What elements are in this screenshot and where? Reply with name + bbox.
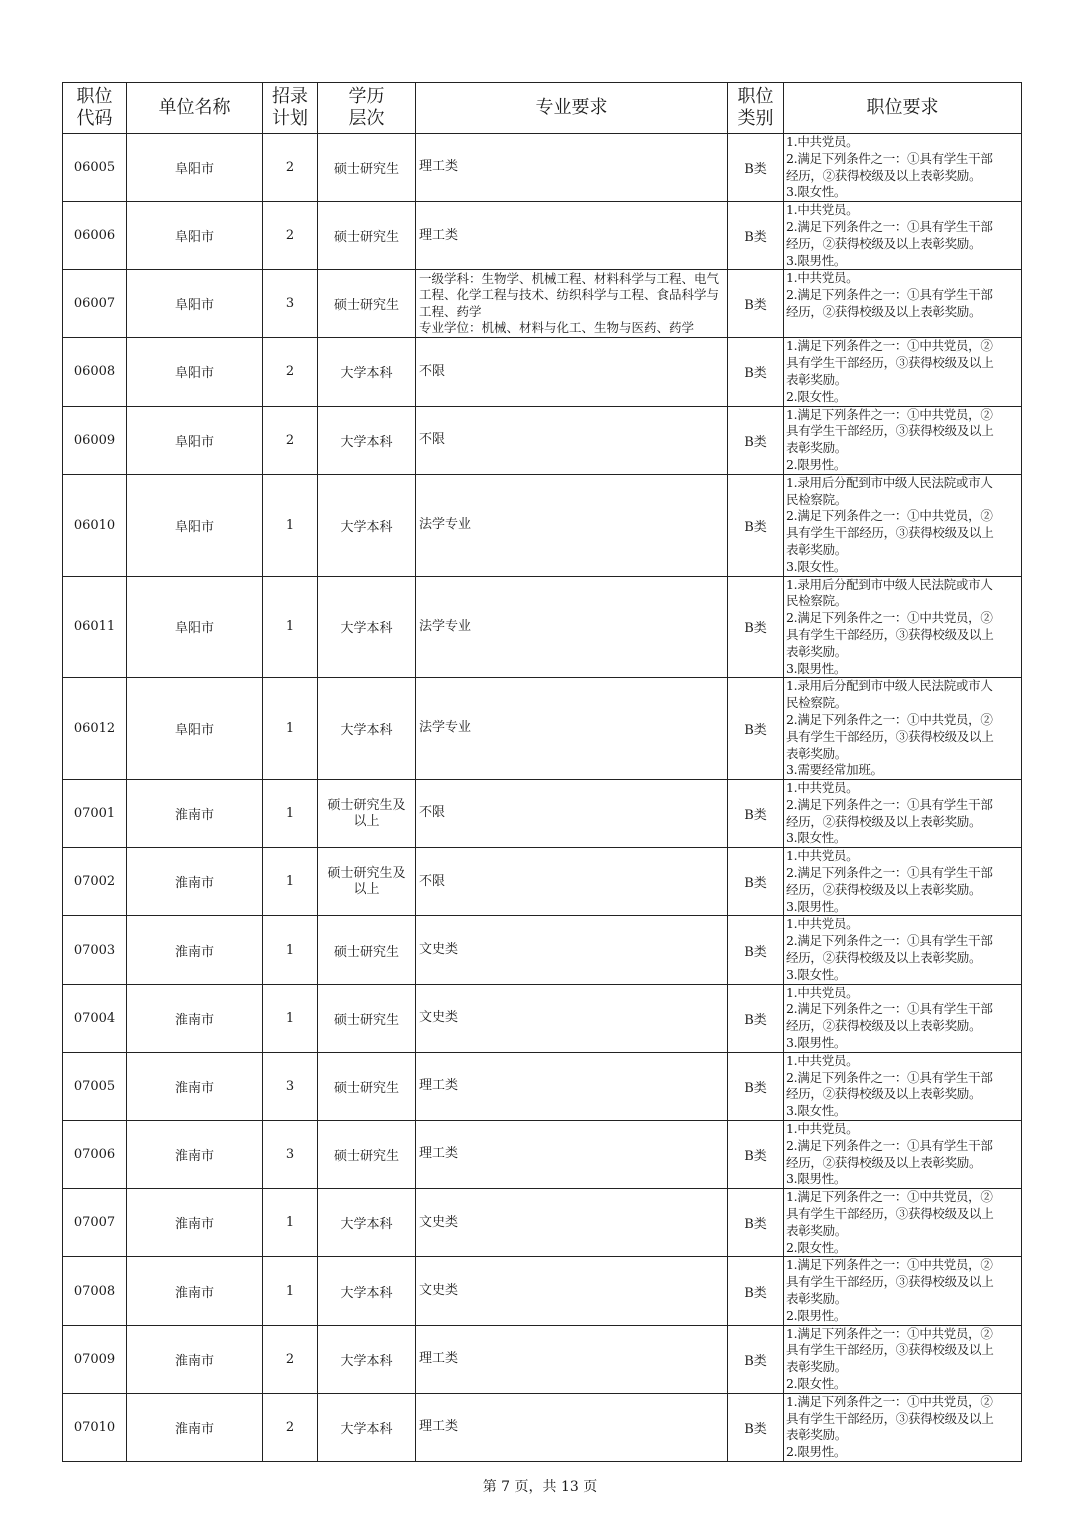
- cell-type: B类: [728, 338, 784, 406]
- header-unit: 单位名称: [127, 83, 263, 134]
- req-line: 表彰奖励。: [786, 745, 848, 761]
- req-line: 具有学生干部经历，③获得校级及以上: [786, 423, 994, 439]
- cell-major: 理工类: [416, 134, 728, 202]
- table-body: [63, 134, 1022, 1462]
- table-row: [63, 576, 1022, 678]
- cell-unit: 淮南市: [127, 1325, 263, 1393]
- cell-edu: 硕士研究生及以上: [318, 780, 416, 848]
- req-line: 经历，②获得校级及以上表彰奖励。: [786, 235, 982, 251]
- cell-type: B类: [728, 678, 784, 780]
- req-line: 1.中共党员。: [786, 202, 859, 218]
- cell-unit: 阜阳市: [127, 134, 263, 202]
- cell-req: [784, 984, 1022, 1052]
- req-line: 1.中共党员。: [786, 270, 859, 286]
- cell-type: B类: [728, 848, 784, 916]
- cell-major: 法学专业: [416, 474, 728, 576]
- req-line: 3.限男性。: [786, 252, 847, 268]
- req-line: 3.限女性。: [786, 1103, 847, 1119]
- cell-plan: 2: [263, 134, 318, 202]
- cell-req: [784, 576, 1022, 678]
- cell-unit: 淮南市: [127, 848, 263, 916]
- table-row: [63, 474, 1022, 576]
- cell-edu: 硕士研究生: [318, 1052, 416, 1120]
- cell-req: [784, 1121, 1022, 1189]
- cell-major: 理工类: [416, 1325, 728, 1393]
- page-footer: 第 7 页，共 13 页: [482, 1479, 598, 1495]
- cell-type: B类: [728, 202, 784, 270]
- req-line: 民检察院。: [786, 491, 848, 507]
- req-line: 经历，②获得校级及以上表彰奖励。: [786, 813, 982, 829]
- cell-type: B类: [728, 270, 784, 338]
- req-line: 1.满足下列条件之一：①中共党员，②: [786, 1257, 993, 1273]
- req-line: 1.中共党员。: [786, 848, 859, 864]
- cell-plan: 2: [263, 338, 318, 406]
- cell-code: 06011: [63, 576, 127, 678]
- table-row: [63, 270, 1022, 338]
- cell-req: [784, 1052, 1022, 1120]
- cell-code: 07004: [63, 984, 127, 1052]
- cell-major: 理工类: [416, 1052, 728, 1120]
- table-row: [63, 984, 1022, 1052]
- cell-plan: 2: [263, 1393, 318, 1461]
- cell-unit: 阜阳市: [127, 474, 263, 576]
- req-line: 具有学生干部经历，③获得校级及以上: [786, 728, 994, 744]
- cell-edu: 大学本科: [318, 1189, 416, 1257]
- req-line: 经历，②获得校级及以上表彰奖励。: [786, 881, 982, 897]
- req-line: 经历，②获得校级及以上表彰奖励。: [786, 167, 982, 183]
- req-line: 经历，②获得校级及以上表彰奖励。: [786, 1154, 982, 1170]
- cell-type: B类: [728, 1052, 784, 1120]
- cell-code: 06007: [63, 270, 127, 338]
- cell-req: [784, 134, 1022, 202]
- cell-code: 07010: [63, 1393, 127, 1461]
- req-line: 2.满足下列条件之一：①具有学生干部: [786, 1137, 993, 1153]
- cell-req: [784, 202, 1022, 270]
- req-line: 1.录用后分配到市中级人民法院或市人: [786, 678, 993, 694]
- cell-plan: 1: [263, 916, 318, 984]
- cell-edu: 大学本科: [318, 474, 416, 576]
- req-line: 2.满足下列条件之一：①具有学生干部: [786, 1069, 993, 1085]
- cell-req: [784, 678, 1022, 780]
- table-row: [63, 1393, 1022, 1461]
- header-plan: 招录 计划: [263, 83, 318, 134]
- table-row: [63, 134, 1022, 202]
- cell-major: 不限: [416, 780, 728, 848]
- cell-req: [784, 1189, 1022, 1257]
- req-line: 经历，②获得校级及以上表彰奖励。: [786, 303, 982, 319]
- req-line: 民检察院。: [786, 593, 848, 609]
- req-line: 3.限女性。: [786, 184, 847, 200]
- req-line: 经历，②获得校级及以上表彰奖励。: [786, 950, 982, 966]
- cell-unit: 阜阳市: [127, 202, 263, 270]
- cell-unit: 淮南市: [127, 1189, 263, 1257]
- cell-major: 一级学科：生物学、机械工程、材料科学与工程、电气工程、化学工程与技术、纺织科学与工程、食品科学与工程、药学 专业学位：机械、材料与化工、生物与医药、药学: [416, 270, 728, 338]
- req-line: 1.中共党员。: [786, 1121, 859, 1137]
- req-line: 表彰奖励。: [786, 1427, 848, 1443]
- table-row: [63, 202, 1022, 270]
- cell-type: B类: [728, 1121, 784, 1189]
- cell-code: 06012: [63, 678, 127, 780]
- req-line: 2.满足下列条件之一：①具有学生干部: [786, 1001, 993, 1017]
- cell-req: [784, 270, 1022, 338]
- cell-code: 07005: [63, 1052, 127, 1120]
- cell-req: [784, 780, 1022, 848]
- cell-edu: 硕士研究生: [318, 270, 416, 338]
- cell-major: 不限: [416, 406, 728, 474]
- cell-unit: 阜阳市: [127, 270, 263, 338]
- cell-type: B类: [728, 406, 784, 474]
- cell-req: [784, 916, 1022, 984]
- cell-major: 文史类: [416, 984, 728, 1052]
- cell-unit: 淮南市: [127, 780, 263, 848]
- cell-major: 理工类: [416, 1393, 728, 1461]
- req-line: 经历，②获得校级及以上表彰奖励。: [786, 1086, 982, 1102]
- req-line: 3.需要经常加班。: [786, 762, 883, 778]
- cell-type: B类: [728, 134, 784, 202]
- positions-table: [62, 82, 1022, 1462]
- cell-edu: 大学本科: [318, 1393, 416, 1461]
- req-line: 2.满足下列条件之一：①具有学生干部: [786, 287, 993, 303]
- req-line: 1.录用后分配到市中级人民法院或市人: [786, 576, 993, 592]
- cell-plan: 3: [263, 1052, 318, 1120]
- req-line: 具有学生干部经历，③获得校级及以上: [786, 1206, 994, 1222]
- req-line: 具有学生干部经历，③获得校级及以上: [786, 1274, 994, 1290]
- cell-unit: 淮南市: [127, 1052, 263, 1120]
- req-line: 1.满足下列条件之一：①中共党员，②: [786, 406, 993, 422]
- cell-edu: 硕士研究生: [318, 134, 416, 202]
- req-line: 具有学生干部经历，③获得校级及以上: [786, 525, 994, 541]
- cell-req: [784, 338, 1022, 406]
- cell-code: 07007: [63, 1189, 127, 1257]
- cell-type: B类: [728, 1257, 784, 1325]
- req-line: 3.限男性。: [786, 898, 847, 914]
- table-row: [63, 678, 1022, 780]
- cell-type: B类: [728, 1393, 784, 1461]
- cell-edu: 大学本科: [318, 576, 416, 678]
- table-row: [63, 848, 1022, 916]
- cell-edu: 大学本科: [318, 678, 416, 780]
- cell-type: B类: [728, 984, 784, 1052]
- cell-req: [784, 1325, 1022, 1393]
- cell-major: 不限: [416, 338, 728, 406]
- cell-plan: 1: [263, 474, 318, 576]
- cell-req: [784, 1257, 1022, 1325]
- req-line: 2.限男性。: [786, 456, 847, 472]
- cell-code: 06005: [63, 134, 127, 202]
- cell-code: 06009: [63, 406, 127, 474]
- cell-req: [784, 1393, 1022, 1461]
- cell-unit: 淮南市: [127, 1121, 263, 1189]
- cell-unit: 淮南市: [127, 984, 263, 1052]
- cell-code: 07009: [63, 1325, 127, 1393]
- cell-unit: 阜阳市: [127, 576, 263, 678]
- cell-type: B类: [728, 916, 784, 984]
- req-line: 3.限女性。: [786, 966, 847, 982]
- req-line: 表彰奖励。: [786, 1359, 848, 1375]
- req-line: 1.满足下列条件之一：①中共党员，②: [786, 1189, 993, 1205]
- cell-edu: 大学本科: [318, 1257, 416, 1325]
- req-line: 1.中共党员。: [786, 984, 859, 1000]
- cell-code: 07003: [63, 916, 127, 984]
- req-line: 具有学生干部经历，③获得校级及以上: [786, 1410, 994, 1426]
- req-line: 3.限女性。: [786, 558, 847, 574]
- cell-unit: 阜阳市: [127, 678, 263, 780]
- req-line: 2.限男性。: [786, 1444, 847, 1460]
- cell-major: 理工类: [416, 1121, 728, 1189]
- req-line: 表彰奖励。: [786, 541, 848, 557]
- cell-code: 07008: [63, 1257, 127, 1325]
- table-row: [63, 1257, 1022, 1325]
- req-line: 1.中共党员。: [786, 916, 859, 932]
- cell-code: 06010: [63, 474, 127, 576]
- cell-plan: 1: [263, 1257, 318, 1325]
- cell-plan: 1: [263, 780, 318, 848]
- req-line: 经历，②获得校级及以上表彰奖励。: [786, 1018, 982, 1034]
- req-line: 2.满足下列条件之一：①中共党员，②: [786, 610, 993, 626]
- cell-edu: 大学本科: [318, 338, 416, 406]
- cell-major: 文史类: [416, 1189, 728, 1257]
- table-row: [63, 1121, 1022, 1189]
- req-line: 2.限女性。: [786, 1375, 847, 1391]
- req-line: 表彰奖励。: [786, 643, 848, 659]
- req-line: 1.满足下列条件之一：①中共党员，②: [786, 1325, 993, 1341]
- table-row: [63, 1052, 1022, 1120]
- req-line: 2.满足下列条件之一：①具有学生干部: [786, 865, 993, 881]
- cell-major: 不限: [416, 848, 728, 916]
- cell-edu: 大学本科: [318, 1325, 416, 1393]
- table-row: [63, 780, 1022, 848]
- cell-req: [784, 848, 1022, 916]
- cell-plan: 2: [263, 1325, 318, 1393]
- req-line: 2.满足下列条件之一：①中共党员，②: [786, 711, 993, 727]
- req-line: 民检察院。: [786, 695, 848, 711]
- table-row: [63, 916, 1022, 984]
- cell-edu: 硕士研究生及以上: [318, 848, 416, 916]
- cell-type: B类: [728, 474, 784, 576]
- cell-edu: 硕士研究生: [318, 984, 416, 1052]
- header-req: 职位要求: [784, 83, 1022, 134]
- cell-major: 文史类: [416, 1257, 728, 1325]
- req-line: 3.限男性。: [786, 660, 847, 676]
- cell-unit: 阜阳市: [127, 338, 263, 406]
- cell-major: 法学专业: [416, 678, 728, 780]
- req-line: 3.限男性。: [786, 1171, 847, 1187]
- req-line: 表彰奖励。: [786, 440, 848, 456]
- cell-type: B类: [728, 780, 784, 848]
- cell-plan: 1: [263, 848, 318, 916]
- cell-plan: 1: [263, 984, 318, 1052]
- cell-edu: 硕士研究生: [318, 916, 416, 984]
- cell-edu: 硕士研究生: [318, 1121, 416, 1189]
- header-major: 专业要求: [416, 83, 728, 134]
- req-line: 3.限男性。: [786, 1035, 847, 1051]
- cell-unit: 淮南市: [127, 916, 263, 984]
- req-line: 2.满足下列条件之一：①具有学生干部: [786, 796, 993, 812]
- req-line: 具有学生干部经历，③获得校级及以上: [786, 626, 994, 642]
- cell-major: 文史类: [416, 916, 728, 984]
- req-line: 1.录用后分配到市中级人民法院或市人: [786, 474, 993, 490]
- cell-edu: 硕士研究生: [318, 202, 416, 270]
- cell-plan: 1: [263, 576, 318, 678]
- req-line: 2.满足下列条件之一：①中共党员，②: [786, 508, 993, 524]
- table-header-row: [63, 83, 1022, 134]
- header-code: 职位 代码: [63, 83, 127, 134]
- req-line: 1.满足下列条件之一：①中共党员，②: [786, 338, 993, 354]
- cell-unit: 淮南市: [127, 1393, 263, 1461]
- cell-major: 理工类: [416, 202, 728, 270]
- cell-unit: 阜阳市: [127, 406, 263, 474]
- req-line: 2.满足下列条件之一：①具有学生干部: [786, 933, 993, 949]
- cell-unit: 淮南市: [127, 1257, 263, 1325]
- table-row: [63, 1325, 1022, 1393]
- table-row: [63, 406, 1022, 474]
- req-line: 表彰奖励。: [786, 371, 848, 387]
- req-line: 具有学生干部经历，③获得校级及以上: [786, 1342, 994, 1358]
- req-line: 1.中共党员。: [786, 1052, 859, 1068]
- header-type: 职位 类别: [728, 83, 784, 134]
- cell-code: 07002: [63, 848, 127, 916]
- cell-code: 06008: [63, 338, 127, 406]
- header-edu: 学历 层次: [318, 83, 416, 134]
- req-line: 2.限女性。: [786, 388, 847, 404]
- req-line: 3.限女性。: [786, 830, 847, 846]
- cell-major: 法学专业: [416, 576, 728, 678]
- cell-req: [784, 406, 1022, 474]
- cell-plan: 1: [263, 1189, 318, 1257]
- cell-code: 07001: [63, 780, 127, 848]
- cell-plan: 3: [263, 270, 318, 338]
- cell-code: 07006: [63, 1121, 127, 1189]
- req-line: 表彰奖励。: [786, 1291, 848, 1306]
- cell-plan: 1: [263, 678, 318, 780]
- req-line: 2.满足下列条件之一：①具有学生干部: [786, 150, 993, 166]
- cell-type: B类: [728, 1325, 784, 1393]
- cell-plan: 2: [263, 406, 318, 474]
- req-line: 2.满足下列条件之一：①具有学生干部: [786, 218, 993, 234]
- cell-type: B类: [728, 1189, 784, 1257]
- req-line: 2.限男性。: [786, 1307, 847, 1323]
- req-line: 1.中共党员。: [786, 134, 859, 149]
- cell-type: B类: [728, 576, 784, 678]
- cell-plan: 3: [263, 1121, 318, 1189]
- req-line: 1.满足下列条件之一：①中共党员，②: [786, 1393, 993, 1409]
- cell-edu: 大学本科: [318, 406, 416, 474]
- req-line: 具有学生干部经历，③获得校级及以上: [786, 355, 994, 371]
- table-row: [63, 1189, 1022, 1257]
- req-line: 1.中共党员。: [786, 780, 859, 796]
- cell-code: 06006: [63, 202, 127, 270]
- req-line: 2.限女性。: [786, 1239, 847, 1255]
- cell-plan: 2: [263, 202, 318, 270]
- cell-req: [784, 474, 1022, 576]
- req-line: 表彰奖励。: [786, 1222, 848, 1238]
- table-row: [63, 338, 1022, 406]
